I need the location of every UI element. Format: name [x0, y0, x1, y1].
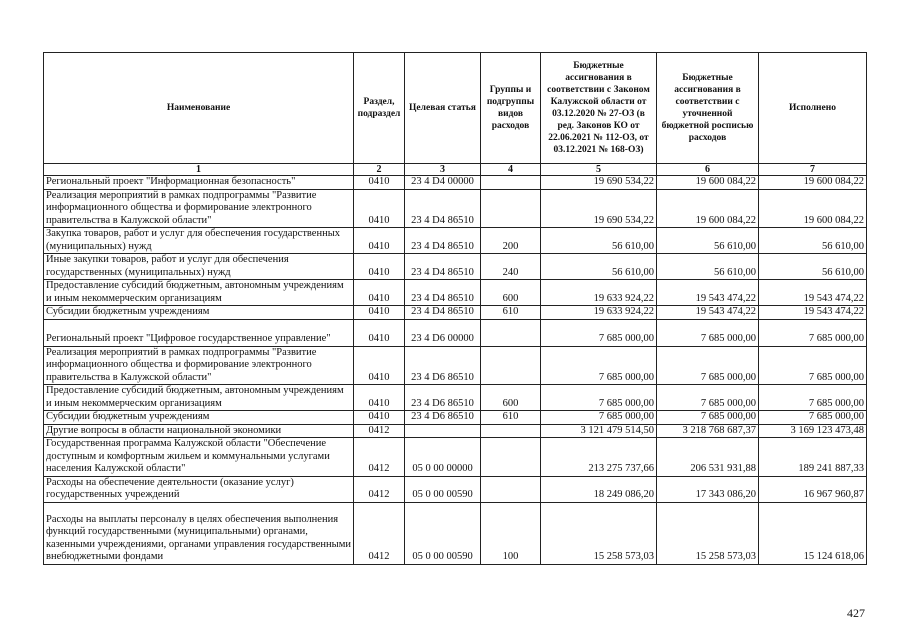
cell-adjusted-amount: 56 610,00 — [657, 228, 759, 254]
cell-adjusted-amount: 19 600 084,22 — [657, 176, 759, 190]
cell-law-amount: 3 121 479 514,50 — [541, 424, 657, 438]
column-number: 4 — [481, 164, 541, 176]
cell-section: 0410 — [354, 385, 405, 411]
cell-section: 0412 — [354, 502, 405, 564]
cell-group — [481, 476, 541, 502]
cell-target: 23 4 D6 86510 — [405, 385, 481, 411]
cell-executed-amount: 7 685 000,00 — [759, 319, 867, 346]
cell-target — [405, 424, 481, 438]
table-row — [44, 319, 867, 346]
cell-target: 23 4 D4 86510 — [405, 189, 481, 228]
cell-law-amount: 7 685 000,00 — [541, 411, 657, 425]
column-number: 6 — [657, 164, 759, 176]
cell-name: Закупка товаров, работ и услуг для обеспечения государственных (муниципальных) нужд — [44, 228, 354, 254]
cell-target: 23 4 D6 00000 — [405, 319, 481, 346]
cell-executed-amount: 56 610,00 — [759, 254, 867, 280]
cell-law-amount: 15 258 573,03 — [541, 502, 657, 564]
table-row — [44, 411, 867, 425]
cell-name: Субсидии бюджетным учреждениям — [44, 411, 354, 425]
cell-executed-amount: 7 685 000,00 — [759, 411, 867, 425]
table-row — [44, 438, 867, 477]
table-row — [44, 424, 867, 438]
cell-adjusted-amount: 7 685 000,00 — [657, 346, 759, 385]
header-groups: Группы и подгруппы видов расходов — [481, 53, 541, 164]
cell-law-amount: 19 690 534,22 — [541, 176, 657, 190]
cell-law-amount: 56 610,00 — [541, 254, 657, 280]
header-name: Наименование — [44, 53, 354, 164]
cell-executed-amount: 3 169 123 473,48 — [759, 424, 867, 438]
cell-name: Предоставление субсидий бюджетным, автономным учреждениям и иным некоммерческим организациям — [44, 280, 354, 306]
cell-section: 0410 — [354, 176, 405, 190]
cell-executed-amount: 189 241 887,33 — [759, 438, 867, 477]
table-row — [44, 502, 867, 564]
budget-table — [43, 52, 867, 565]
cell-name: Расходы на выплаты персоналу в целях обеспечения выполнения функций государственными (муниципальными) органами, казенными учреждениями, органами управления государственными внебюджетными фондами — [44, 502, 354, 564]
table-row — [44, 280, 867, 306]
cell-adjusted-amount: 17 343 086,20 — [657, 476, 759, 502]
column-number: 3 — [405, 164, 481, 176]
cell-target: 23 4 D6 86510 — [405, 346, 481, 385]
header-executed: Исполнено — [759, 53, 867, 164]
table-row — [44, 228, 867, 254]
cell-executed-amount: 16 967 960,87 — [759, 476, 867, 502]
cell-target: 05 0 00 00000 — [405, 438, 481, 477]
cell-adjusted-amount: 3 218 768 687,37 — [657, 424, 759, 438]
cell-adjusted-amount: 7 685 000,00 — [657, 385, 759, 411]
cell-target: 23 4 D4 86510 — [405, 228, 481, 254]
column-number: 7 — [759, 164, 867, 176]
cell-section: 0410 — [354, 254, 405, 280]
table-body — [44, 176, 867, 565]
cell-name: Расходы на обеспечение деятельности (оказание услуг) государственных учреждений — [44, 476, 354, 502]
cell-group: 200 — [481, 228, 541, 254]
page-number: 427 — [847, 606, 865, 620]
cell-group — [481, 424, 541, 438]
cell-group — [481, 176, 541, 190]
column-number: 5 — [541, 164, 657, 176]
table-row — [44, 306, 867, 320]
cell-name: Иные закупки товаров, работ и услуг для обеспечения государственных (муниципальных) нужд — [44, 254, 354, 280]
header-target: Целевая статья — [405, 53, 481, 164]
cell-adjusted-amount: 19 543 474,22 — [657, 280, 759, 306]
cell-law-amount: 7 685 000,00 — [541, 346, 657, 385]
cell-executed-amount: 19 543 474,22 — [759, 280, 867, 306]
cell-group: 610 — [481, 306, 541, 320]
cell-executed-amount: 7 685 000,00 — [759, 346, 867, 385]
cell-law-amount: 213 275 737,66 — [541, 438, 657, 477]
cell-name: Региональный проект "Цифровое государственное управление" — [44, 319, 354, 346]
cell-section: 0412 — [354, 476, 405, 502]
cell-group — [481, 319, 541, 346]
cell-law-amount: 18 249 086,20 — [541, 476, 657, 502]
cell-section: 0410 — [354, 319, 405, 346]
header-law-assignments: Бюджетные ассигнования в соответствии с Законом Калужской области от 03.12.2020 № 27-ОЗ (в ред. Законов КО от 22.06.2021 № 112-ОЗ, от 03.12.2021 № 168-ОЗ) — [541, 53, 657, 164]
cell-name: Реализация мероприятий в рамках подпрограммы "Развитие информационного общества и формирование электронного правительства в Калужской области" — [44, 346, 354, 385]
cell-group: 240 — [481, 254, 541, 280]
cell-name: Предоставление субсидий бюджетным, автономным учреждениям и иным некоммерческим организациям — [44, 385, 354, 411]
cell-target: 23 4 D4 86510 — [405, 306, 481, 320]
cell-executed-amount: 19 543 474,22 — [759, 306, 867, 320]
cell-law-amount: 19 633 924,22 — [541, 306, 657, 320]
cell-section: 0410 — [354, 306, 405, 320]
table-row — [44, 176, 867, 190]
header-adjusted-assignments: Бюджетные ассигнования в соответствии с уточненной бюджетной росписью расходов — [657, 53, 759, 164]
table-row — [44, 476, 867, 502]
cell-target: 23 4 D4 86510 — [405, 280, 481, 306]
cell-executed-amount: 19 600 084,22 — [759, 176, 867, 190]
cell-law-amount: 19 633 924,22 — [541, 280, 657, 306]
table-row — [44, 254, 867, 280]
table-row — [44, 189, 867, 228]
cell-adjusted-amount: 15 258 573,03 — [657, 502, 759, 564]
cell-section: 0410 — [354, 346, 405, 385]
table-row — [44, 346, 867, 385]
cell-adjusted-amount: 7 685 000,00 — [657, 319, 759, 346]
cell-section: 0410 — [354, 280, 405, 306]
cell-target: 05 0 00 00590 — [405, 476, 481, 502]
cell-group — [481, 346, 541, 385]
cell-executed-amount: 7 685 000,00 — [759, 385, 867, 411]
cell-section: 0412 — [354, 438, 405, 477]
table-row — [44, 385, 867, 411]
cell-section: 0412 — [354, 424, 405, 438]
header-section: Раздел, подраздел — [354, 53, 405, 164]
cell-executed-amount: 15 124 618,06 — [759, 502, 867, 564]
cell-group — [481, 438, 541, 477]
cell-name: Государственная программа Калужской области "Обеспечение доступным и комфортным жильем и коммунальными услугами населения Калужской области" — [44, 438, 354, 477]
cell-target: 23 4 D4 00000 — [405, 176, 481, 190]
cell-adjusted-amount: 206 531 931,88 — [657, 438, 759, 477]
cell-group: 610 — [481, 411, 541, 425]
cell-executed-amount: 56 610,00 — [759, 228, 867, 254]
column-number: 2 — [354, 164, 405, 176]
cell-target: 23 4 D4 86510 — [405, 254, 481, 280]
cell-executed-amount: 19 600 084,22 — [759, 189, 867, 228]
cell-law-amount: 7 685 000,00 — [541, 385, 657, 411]
cell-adjusted-amount: 19 600 084,22 — [657, 189, 759, 228]
cell-name: Субсидии бюджетным учреждениям — [44, 306, 354, 320]
cell-adjusted-amount: 56 610,00 — [657, 254, 759, 280]
cell-law-amount: 56 610,00 — [541, 228, 657, 254]
cell-group — [481, 189, 541, 228]
column-number-row — [44, 164, 867, 176]
cell-law-amount: 7 685 000,00 — [541, 319, 657, 346]
cell-adjusted-amount: 19 543 474,22 — [657, 306, 759, 320]
cell-section: 0410 — [354, 189, 405, 228]
header-row — [44, 53, 867, 164]
cell-target: 05 0 00 00590 — [405, 502, 481, 564]
cell-group: 600 — [481, 280, 541, 306]
cell-section: 0410 — [354, 411, 405, 425]
cell-name: Реализация мероприятий в рамках подпрограммы "Развитие информационного общества и формирование электронного правительства в Калужской области" — [44, 189, 354, 228]
cell-name: Другие вопросы в области национальной экономики — [44, 424, 354, 438]
cell-name: Региональный проект "Информационная безопасность" — [44, 176, 354, 190]
cell-law-amount: 19 690 534,22 — [541, 189, 657, 228]
cell-adjusted-amount: 7 685 000,00 — [657, 411, 759, 425]
column-number: 1 — [44, 164, 354, 176]
cell-target: 23 4 D6 86510 — [405, 411, 481, 425]
cell-group: 600 — [481, 385, 541, 411]
cell-section: 0410 — [354, 228, 405, 254]
cell-group: 100 — [481, 502, 541, 564]
